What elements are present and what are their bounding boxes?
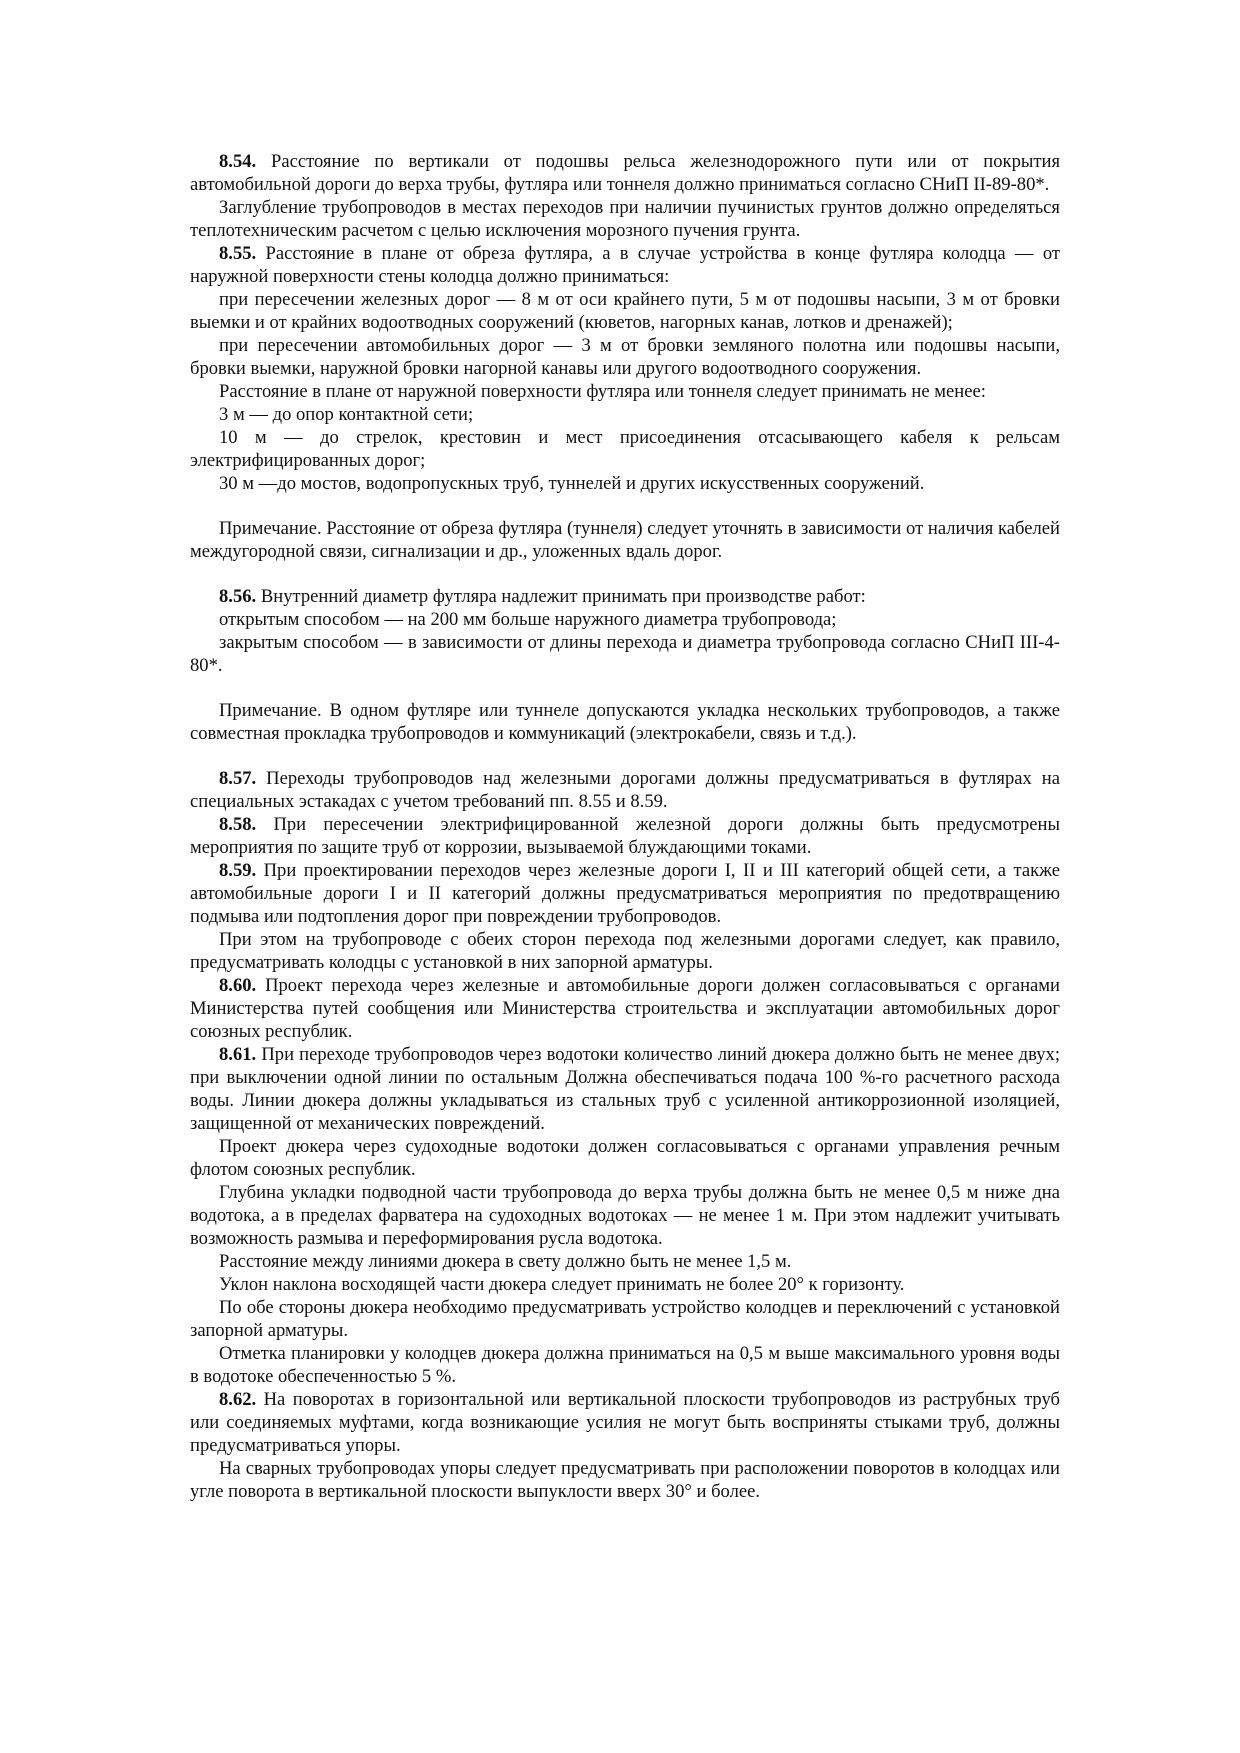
paragraph-text: 3 м — до опор контактной сети;: [219, 404, 474, 425]
paragraph-duker-level: [190, 1342, 1060, 1388]
paragraph-welded: [190, 1457, 1060, 1503]
paragraph-text: По обе стороны дюкера необходимо предусматривать устройство колодцев и переключений с установкой запорной арматуры.: [190, 1297, 1060, 1341]
paragraph-8-61: [190, 1043, 1060, 1135]
paragraph-text: 10 м — до стрелок, крестовин и мест присоединения отсасывающего кабеля к рельсам электрифицированных дорог;: [190, 427, 1060, 471]
clause-number: 8.58.: [219, 814, 257, 835]
paragraph-text: при пересечении автомобильных дорог — 3 м от бровки земляного полотна или подошвы насыпи, бровки выемки, наружной бровки нагорной канавы или другого водоотводного сооружения.: [190, 335, 1060, 379]
paragraph-text: При этом на трубопроводе с обеих сторон перехода под железными дорогами следует, как правило, предусматривать колодцы с установкой в них запорной арматуры.: [190, 929, 1060, 973]
note-cables: [190, 517, 1060, 563]
document-page: [190, 150, 1060, 1503]
paragraph-plan-distance: [190, 380, 1060, 403]
spacer: [190, 563, 1060, 585]
paragraph-text: На поворотах в горизонтальной или вертикальной плоскости трубопроводов из раструбных труб или соединяемых муфтами, когда возникающие усилия не могут быть восприняты стыками труб, должны предусматриваться упоры.: [190, 1389, 1060, 1456]
paragraph-8-54: [190, 150, 1060, 196]
note-casing: [190, 699, 1060, 745]
paragraph-duker-project: [190, 1135, 1060, 1181]
clause-number: 8.54.: [219, 151, 257, 172]
paragraph-railways: [190, 288, 1060, 334]
spacer: [190, 745, 1060, 767]
paragraph-text: Проект перехода через железные и автомобильные дороги должен согласовываться с органами Министерства путей сообщения или Министерства строительства и эксплуатации автомобильных дорог союзных республик.: [190, 975, 1060, 1042]
clause-number: 8.62.: [219, 1389, 257, 1410]
paragraph-text: открытым способом — на 200 мм больше наружного диаметра трубопровода;: [219, 609, 837, 630]
paragraph-text: Расстояние в плане от наружной поверхности футляра или тоннеля следует принимать не менее:: [219, 381, 986, 402]
paragraph-text: Уклон наклона восходящей части дюкера следует принимать не более 20° к горизонту.: [219, 1274, 905, 1295]
paragraph-3m: [190, 403, 1060, 426]
paragraph-text: закрытым способом — в зависимости от длины перехода и диаметра трубопровода согласно СНиП III-4-80*.: [190, 632, 1060, 676]
paragraph-text: При пересечении электрифицированной железной дороги должны быть предусмотрены мероприятия по защите труб от коррозии, вызываемой блуждающими токами.: [190, 814, 1060, 858]
paragraph-text: 30 м —до мостов, водопропускных труб, туннелей и других искусственных сооружений.: [219, 473, 925, 494]
paragraph-text: Примечание. В одном футляре или туннеле допускаются укладка нескольких трубопроводов, а также совместная прокладка трубопроводов и коммуникаций (электрокабели, связь и т.д.).: [190, 700, 1060, 744]
clause-number: 8.60.: [219, 975, 257, 996]
paragraph-text: Примечание. Расстояние от обреза футляра (туннеля) следует уточнять в зависимости от наличия кабелей междугородной связи, сигнализации и др., уложенных вдаль дорог.: [190, 518, 1060, 562]
paragraph-text: Глубина укладки подводной части трубопровода до верха трубы должна быть не менее 0,5 м ниже дна водотока, а в пределах фарватера на судоходных водотоках — не менее 1 м. При этом надлежит учитывать возможность размыва и переформирования русла водотока.: [190, 1182, 1060, 1249]
paragraph-valves: [190, 928, 1060, 974]
paragraph-8-60: [190, 974, 1060, 1043]
paragraph-open-method: [190, 608, 1060, 631]
paragraph-8-62: [190, 1388, 1060, 1457]
paragraph-text: Расстояние между линиями дюкера в свету должно быть не менее 1,5 м.: [219, 1251, 792, 1272]
paragraph-8-58: [190, 813, 1060, 859]
paragraph-text: Заглубление трубопроводов в местах переходов при наличии пучинистых грунтов должно определяться теплотехническим расчетом с целью исключения морозного пучения грунта.: [190, 197, 1060, 241]
paragraph-8-56: [190, 585, 1060, 608]
spacer: [190, 495, 1060, 517]
paragraph-8-55: [190, 242, 1060, 288]
clause-number: 8.59.: [219, 860, 257, 881]
clause-number: 8.61.: [219, 1044, 257, 1065]
paragraph-8-59: [190, 859, 1060, 928]
paragraph-text: При проектировании переходов через железные дороги I, II и III категорий общей сети, а также автомобильные дороги I и II категорий должны предусматриваться мероприятия по предотвращению подмыва или подтопления дорог при повреждении трубопроводов.: [190, 860, 1060, 927]
paragraph-text: при пересечении железных дорог — 8 м от оси крайнего пути, 5 м от подошвы насыпи, 3 м от бровки выемки и от крайних водоотводных сооружений (кюветов, нагорных канав, лотков и дренажей);: [190, 289, 1060, 333]
spacer: [190, 677, 1060, 699]
paragraph-text: Расстояние по вертикали от подошвы рельса железнодорожного пути или от покрытия автомобильной дороги до верха трубы, футляра или тоннеля должно приниматься согласно СНиП II-89-80*.: [190, 151, 1060, 195]
paragraph-roads: [190, 334, 1060, 380]
paragraph-depth: [190, 196, 1060, 242]
paragraph-text: Проект дюкера через судоходные водотоки должен согласовываться с органами управления речным флотом союзных республик.: [190, 1136, 1060, 1180]
paragraph-duker-depth: [190, 1181, 1060, 1250]
paragraph-text: Отметка планировки у колодцев дюкера должна приниматься на 0,5 м выше максимального уровня воды в водотоке обеспеченностью 5 %.: [190, 1343, 1060, 1387]
paragraph-8-57: [190, 767, 1060, 813]
clause-number: 8.57.: [219, 768, 257, 789]
paragraph-text: На сварных трубопроводах упоры следует предусматривать при расположении поворотов в колодцах или угле поворота в вертикальной плоскости выпуклости вверх 30° и более.: [190, 1458, 1060, 1502]
paragraph-30m: [190, 472, 1060, 495]
paragraph-text: При переходе трубопроводов через водотоки количество линий дюкера должно быть не менее двух; при выключении одной линии по остальным Должна обеспечиваться подача 100 %-го расчетного расхода воды. Линии дюкера должны укладываться из стальных труб с усиленной антикоррозионной изоляцией, защищенной от механических повреждений.: [190, 1044, 1060, 1134]
paragraph-text: Расстояние в плане от обреза футляра, а в случае устройства в конце футляра колодца — от наружной поверхности стены колодца должно приниматься:: [190, 243, 1060, 287]
clause-number: 8.56.: [219, 586, 257, 607]
clause-number: 8.55.: [219, 243, 257, 264]
paragraph-duker-distance: [190, 1250, 1060, 1273]
paragraph-10m: [190, 426, 1060, 472]
paragraph-text: Внутренний диаметр футляра надлежит принимать при производстве работ:: [256, 586, 866, 607]
paragraph-closed-method: [190, 631, 1060, 677]
paragraph-text: Переходы трубопроводов над железными дорогами должны предусматриваться в футлярах на специальных эстакадах с учетом требований пп. 8.55 и 8.59.: [190, 768, 1060, 812]
paragraph-duker-slope: [190, 1273, 1060, 1296]
paragraph-duker-wells: [190, 1296, 1060, 1342]
